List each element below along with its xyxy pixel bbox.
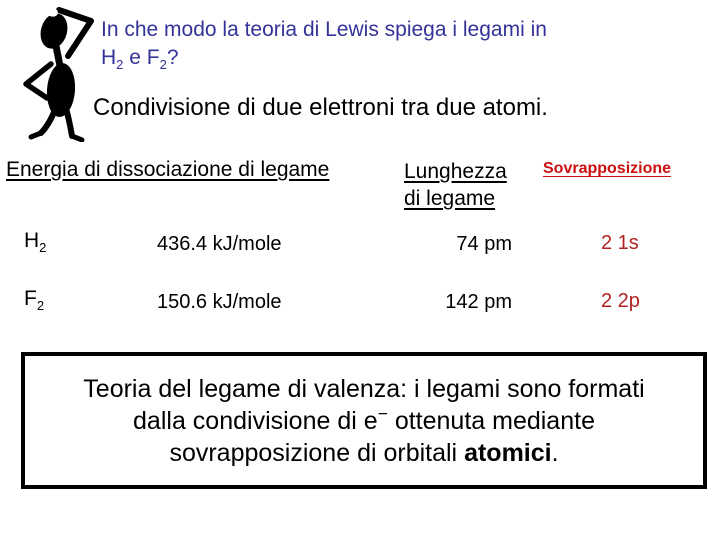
answer-text: Condivisione di due elettroni tra due atomi. (93, 94, 548, 121)
formula-f-sub: 2 (159, 57, 167, 73)
theory-line2 (25, 405, 703, 437)
table-row-h2-molecule (24, 229, 46, 255)
column-header-overlap: Sovrapposizione (543, 160, 672, 177)
question-line1: In che modo la teoria di Lewis spiega i legami in (101, 18, 547, 41)
table-row-f2-molecule (24, 287, 44, 313)
theory-line3-pre: sovrapposizione di orbitali (169, 438, 465, 467)
column-header-length-line2: di legame (404, 187, 496, 210)
column-header-length-line1: Lunghezza (404, 160, 507, 183)
theory-line2-post: ottenuta mediante (387, 406, 595, 435)
formula-f: F (146, 46, 160, 69)
formula-connector: e (123, 46, 147, 69)
theory-line3 (25, 437, 703, 469)
theory-statement-box (21, 352, 707, 489)
theory-line1: Teoria del legame di valenza: i legami sono formati (83, 374, 645, 403)
table-row-h2-overlap: 2 1s (601, 232, 639, 254)
molecule-subscript: 2 (36, 298, 45, 314)
molecule-subscript: 2 (39, 240, 47, 256)
formula-h: H (101, 46, 117, 69)
table-row-h2-energy: 436.4 kJ/mole (157, 233, 282, 255)
molecule-symbol: H (24, 229, 40, 252)
theory-line3-bold: atomici (464, 438, 552, 467)
table-row-f2-length: 142 pm (445, 291, 512, 313)
question-mark: ? (166, 46, 179, 69)
theory-line2-pre: dalla condivisione di e (133, 406, 378, 435)
formula-h-sub: 2 (116, 57, 124, 73)
theory-line3-post: . (551, 438, 559, 467)
question-title (101, 16, 626, 79)
molecule-symbol: F (24, 287, 37, 310)
table-row-f2-energy: 150.6 kJ/mole (157, 291, 282, 313)
column-header-energy: Energia di dissociazione di legame (6, 158, 330, 181)
column-header-length (404, 158, 524, 212)
table-row-f2-overlap: 2 2p (601, 290, 640, 312)
table-row-h2-length: 74 pm (456, 233, 512, 255)
electron-superscript-minus: − (377, 403, 388, 424)
